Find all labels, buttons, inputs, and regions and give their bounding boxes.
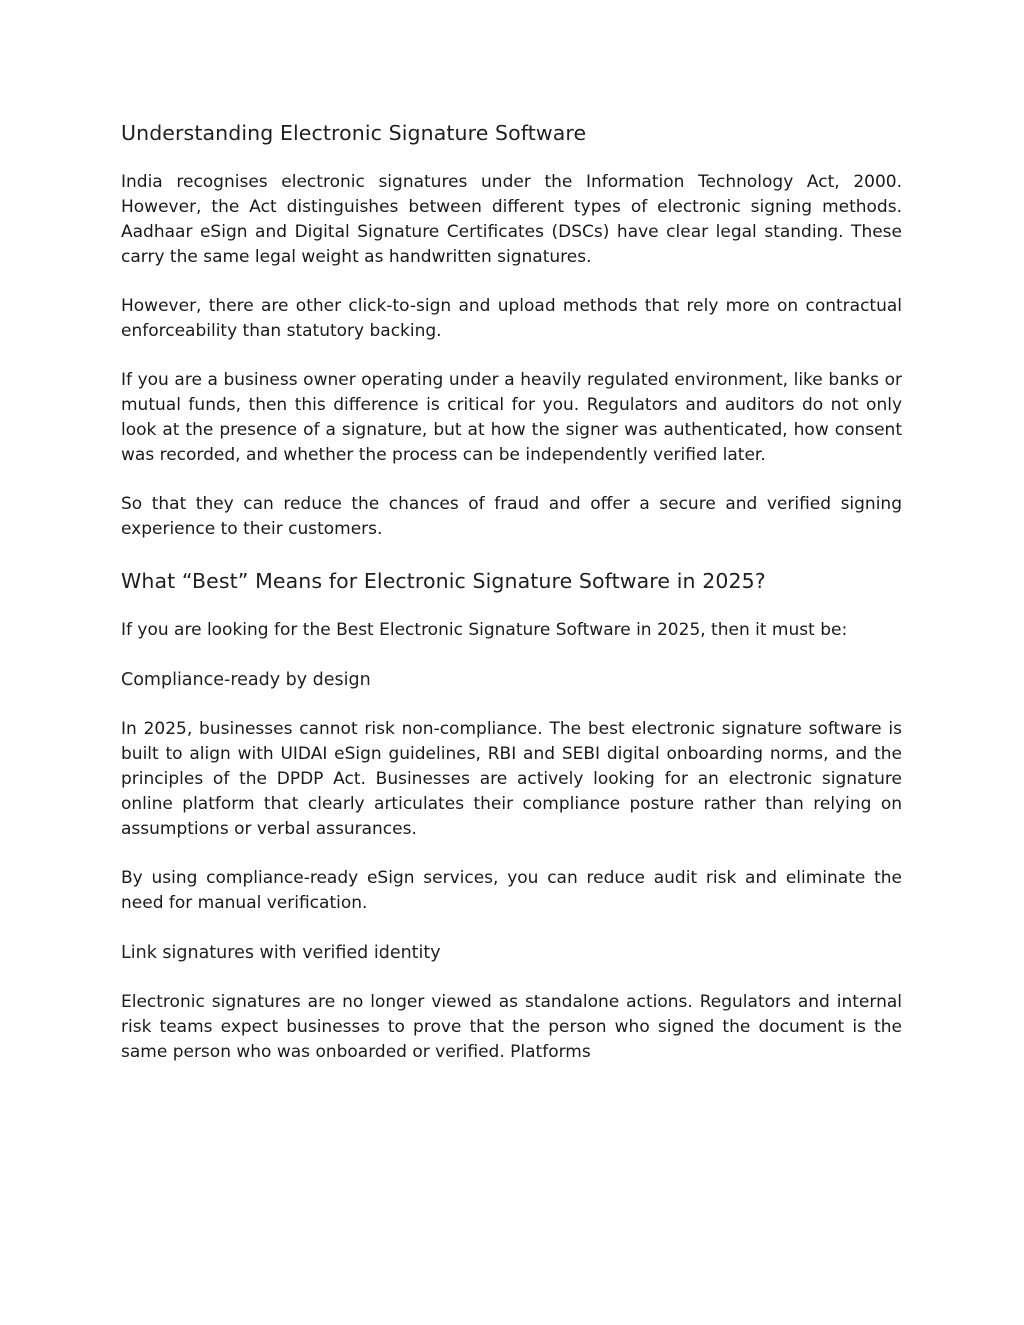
section-heading-what-best-means: What “Best” Means for Electronic Signature Software in 2025?	[121, 569, 766, 593]
paragraph: By using compliance-ready eSign services, you can reduce audit risk and eliminate the need for manual verification.	[121, 868, 902, 913]
document-page	[121, 118, 902, 1065]
paragraph: Electronic signatures are no longer viewed as standalone actions. Regulators and internal risk teams expect businesses to prove that the person who signed the document is the same person who was onboarded or verified. Platforms	[121, 992, 902, 1062]
paragraph: In 2025, businesses cannot risk non-compliance. The best electronic signature software is built to align with UIDAI eSign guidelines, RBI and SEBI digital onboarding norms, and the principles of the DPDP Act. Businesses are actively looking for an electronic signature online platform that clearly articulates their compliance posture rather than relying on assumptions or verbal assurances.	[121, 719, 902, 839]
subsection-heading-verified-identity: Link signatures with verified identity	[121, 943, 441, 963]
subsection-heading-compliance: Compliance-ready by design	[121, 670, 371, 690]
section-heading-understanding: Understanding Electronic Signature Software	[121, 121, 587, 145]
paragraph: However, there are other click-to-sign and upload methods that rely more on contractual enforceability than statutory backing.	[121, 296, 902, 341]
paragraph: If you are looking for the Best Electronic Signature Software in 2025, then it must be:	[121, 620, 848, 640]
paragraph: If you are a business owner operating under a heavily regulated environment, like banks or mutual funds, then this difference is critical for you. Regulators and auditors do not only look at the presence of a signature, but at how the signer was authenticated, how consent was recorded, and whether the process can be independently verified later.	[121, 370, 902, 465]
paragraph: India recognises electronic signatures under the Information Technology Act, 2000. However, the Act distinguishes between different types of electronic signing methods. Aadhaar eSign and Digital Signature Certificates (DSCs) have clear legal standing. These carry the same legal weight as handwritten signatures.	[121, 172, 902, 267]
paragraph: So that they can reduce the chances of fraud and offer a secure and verified signing experience to their customers.	[121, 494, 902, 539]
